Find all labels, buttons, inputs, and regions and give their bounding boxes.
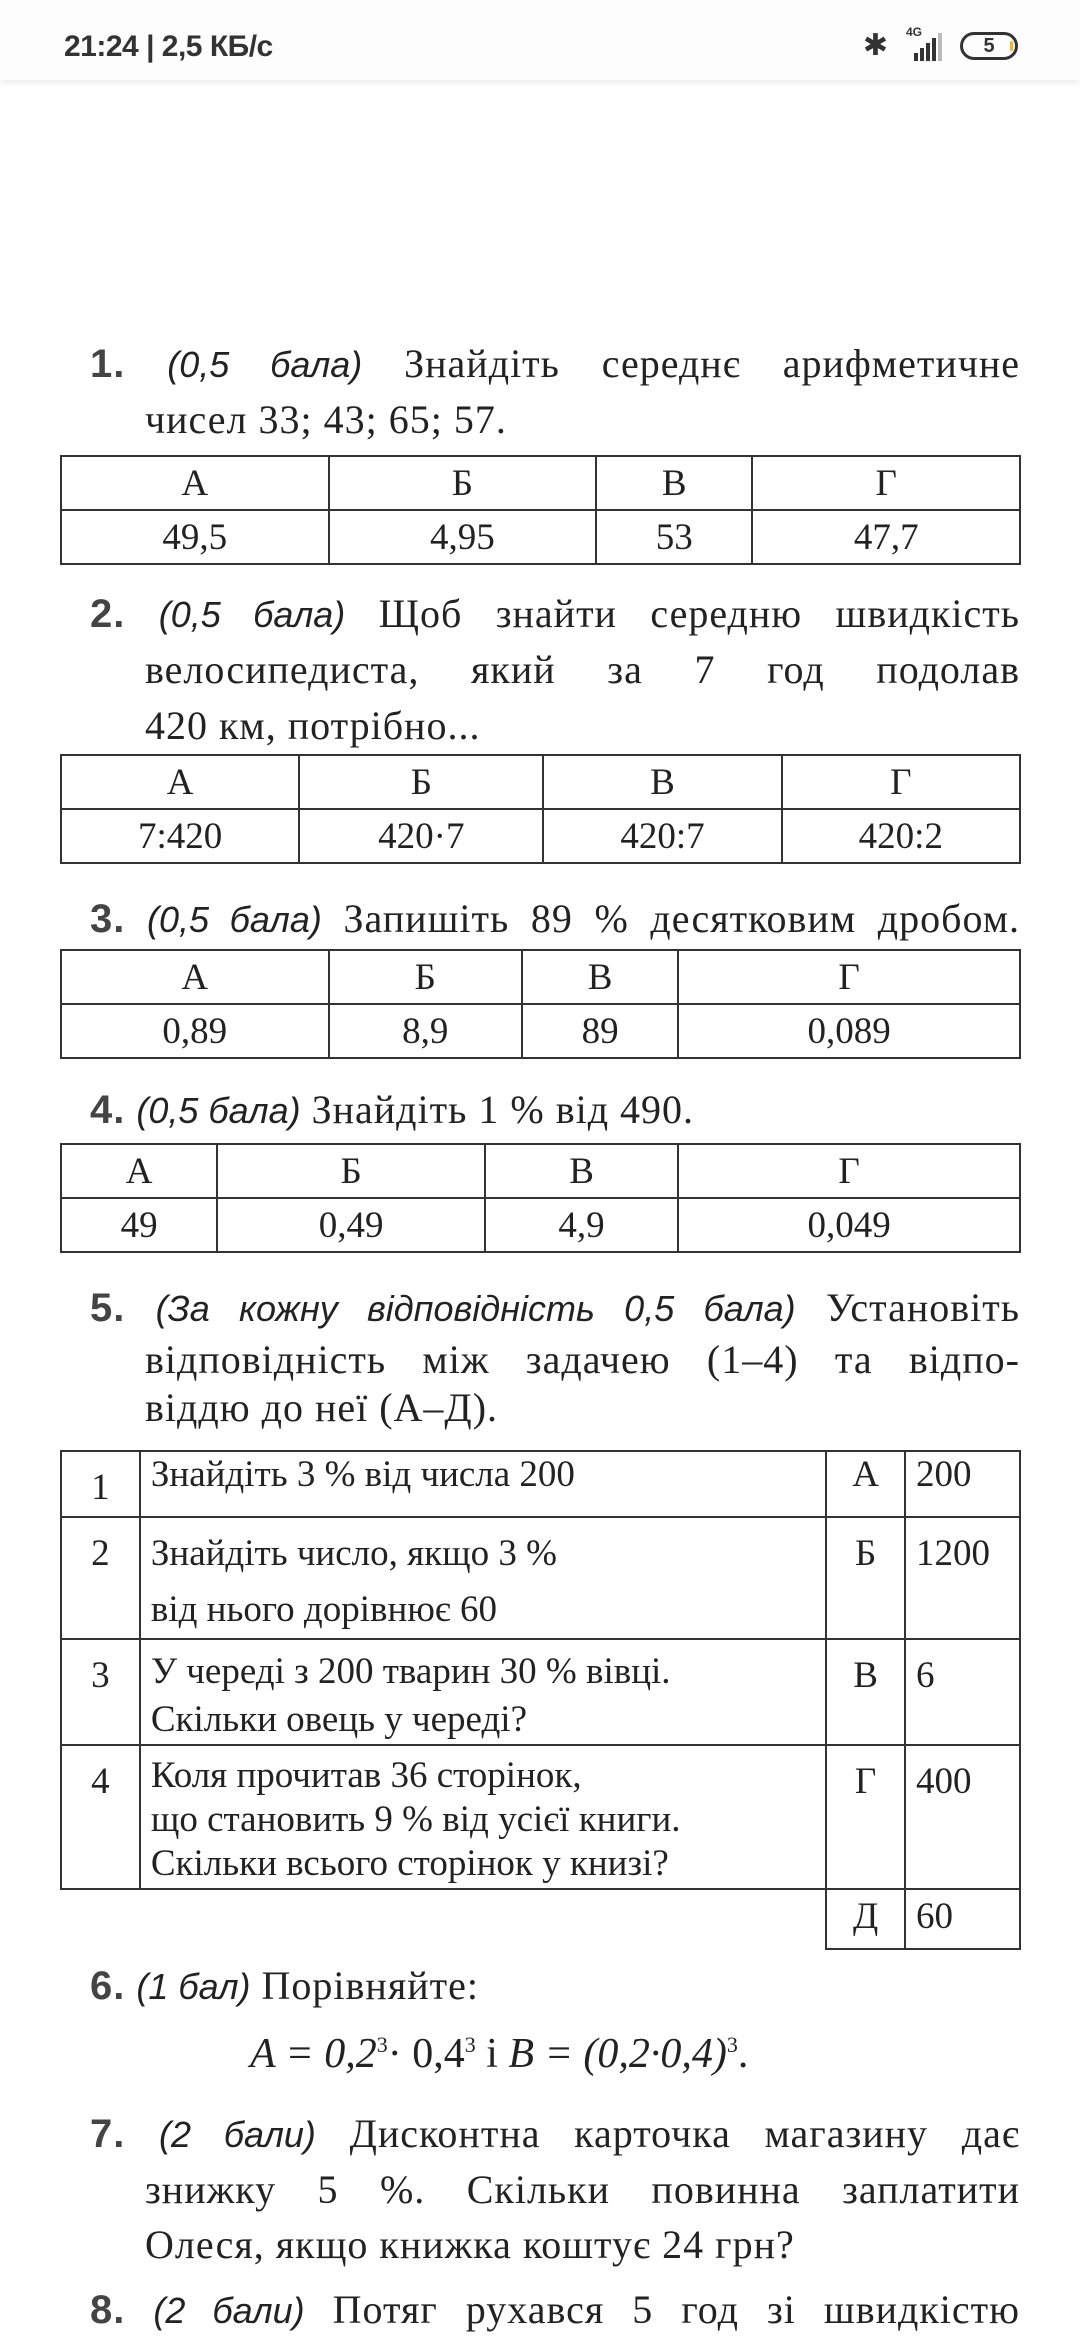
table-row: 3 У череді з 200 тварин 30 % вівці. Скільки овець у череді? В 6 — [61, 1639, 1020, 1745]
q1-answer-table: А Б В Г 49,5 4,95 53 47,7 — [60, 455, 1021, 565]
table-row: Д 60 — [61, 1889, 1020, 1949]
q1-line2: чисел 33; 43; 65; 57. — [145, 397, 507, 442]
q4-answer-table: А Б В Г 49 0,49 4,9 0,049 — [60, 1143, 1021, 1253]
q6-line1: 6. (1 бал) Порівняйте: — [90, 1963, 479, 2008]
q5-line1: 5. (За кожну відповідність 0,5 бала) Установіть — [90, 1285, 1021, 1330]
q5-matching-table — [60, 1450, 1021, 1950]
battery-icon: 5 — [960, 32, 1018, 60]
q2-line2: велосипедиста, який за 7 год подолав — [145, 647, 1020, 692]
table-row: 4 Коля прочитав 36 сторінок, що становить 9 % від усієї книги. Скільки всього сторінок у книзі? Г 400 — [61, 1745, 1020, 1889]
q7-line3: Олеся, якщо книжка коштує 24 грн? — [145, 2222, 795, 2267]
q2-answer-table: А Б В Г 7:420 420·7 420:7 420:2 — [60, 754, 1021, 864]
network-type: 4G — [906, 24, 923, 39]
q4-line1: 4. (0,5 бала) Знайдіть 1 % від 490. — [90, 1087, 695, 1132]
q3-answer-table: А Б В Г 0,89 8,9 89 0,089 — [60, 949, 1021, 1059]
status-bar — [0, 0, 1080, 80]
q5-line3: віддю до неї (А–Д). — [145, 1385, 499, 1430]
q7-line2: знижку 5 %. Скільки повинна заплатити — [145, 2167, 1020, 2212]
q2-line1: 2. (0,5 бала) Щоб знайти середню швидкість — [90, 591, 1021, 636]
q7-line1: 7. (2 бали) Дисконтна карточка магазину дає — [90, 2111, 1020, 2156]
bluetooth-icon: ✱ — [862, 29, 888, 62]
table-row: 2 Знайдіть число, якщо 3 % від нього дорівнює 60 Б 1200 — [61, 1517, 1020, 1639]
signal-icon — [902, 24, 946, 63]
q1-line1: 1. (0,5 бала) Знайдіть середнє арифметичне — [90, 341, 1021, 386]
q8-line1: 8. (2 бали) Потяг рухався 5 год зі швидкістю — [90, 2287, 1021, 2332]
q3-line1: 3. (0,5 бала) Запишіть 89 % десятковим дробом. — [90, 896, 1021, 941]
q5-line2: відповідність між задачею (1–4) та відпо- — [145, 1337, 1020, 1382]
q2-line3: 420 км, потрібно... — [145, 703, 481, 748]
q6-formula: $A = 0,2^3\cdot 0,4^3$ і $B = (0,2\cdot 0,4)^3$. — [250, 2031, 749, 2077]
table-row: 1 Знайдіть 3 % від числа 200 А 200 — [61, 1451, 1020, 1517]
status-time: 21:24 | 2,5 КБ/с — [64, 30, 273, 63]
